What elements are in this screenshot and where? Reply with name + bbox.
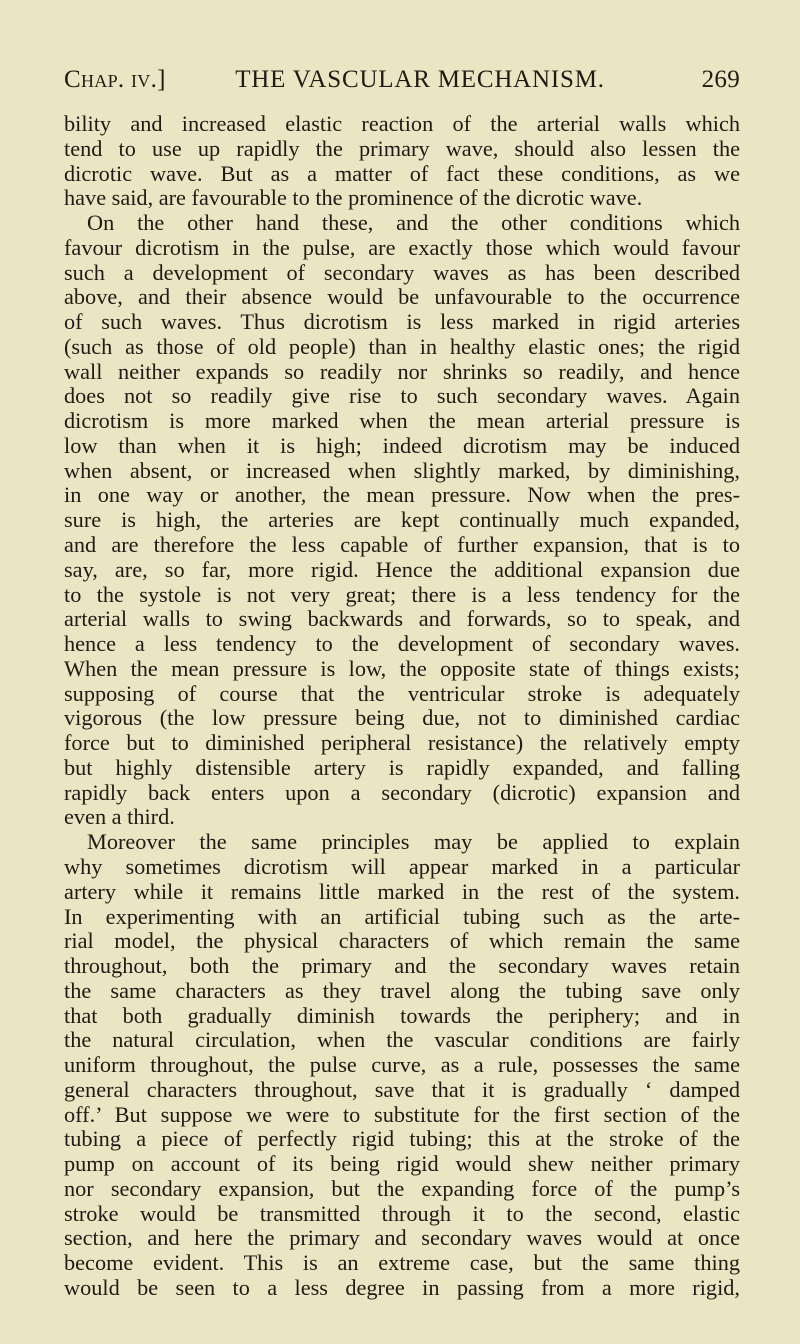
text-line: dicrotic wave. But as a matter of fact these conditions, as we bbox=[64, 161, 740, 186]
text-line: dicrotism is more marked when the mean arterial pressure is bbox=[64, 409, 740, 434]
text-line: the natural circulation, when the vascular conditions are fairly bbox=[64, 1028, 740, 1053]
text-line: that both gradually diminish towards the periphery; and in bbox=[64, 1003, 740, 1028]
text-line: In experimenting with an artificial tubing such as the arte- bbox=[64, 904, 740, 929]
text-line: above, and their absence would be unfavourable to the occurrence bbox=[64, 285, 740, 310]
text-line: stroke would be transmitted through it to the second, elastic bbox=[64, 1201, 740, 1226]
text-line: uniform throughout, the pulse curve, as a rule, possesses the same bbox=[64, 1053, 740, 1078]
text-line: nor secondary expansion, but the expanding force of the pump’s bbox=[64, 1176, 740, 1201]
text-line: rapidly back enters upon a secondary (dicrotic) expansion and bbox=[64, 780, 740, 805]
text-line: general characters throughout, save that it is gradually ‘ damped bbox=[64, 1077, 740, 1102]
text-line: when absent, or increased when slightly marked, by diminishing, bbox=[64, 458, 740, 483]
text-line: of such waves. Thus dicrotism is less marked in rigid arteries bbox=[64, 310, 740, 335]
text-line: and are therefore the less capable of further expansion, that is to bbox=[64, 533, 740, 558]
text-line: tubing a piece of perfectly rigid tubing; this at the stroke of the bbox=[64, 1127, 740, 1152]
page-number: 269 bbox=[701, 66, 740, 93]
text-line: to the systole is not very great; there is a less tendency for the bbox=[64, 582, 740, 607]
text-line: favour dicrotism in the pulse, are exactly those which would favour bbox=[64, 235, 740, 260]
text-line: why sometimes dicrotism will appear marked in a particular bbox=[64, 854, 740, 879]
text-line: When the mean pressure is low, the opposite state of things exists; bbox=[64, 656, 740, 681]
text-line: such a development of secondary waves as has been described bbox=[64, 260, 740, 285]
text-line: artery while it remains little marked in the rest of the system. bbox=[64, 879, 740, 904]
text-line: does not so readily give rise to such secondary waves. Again bbox=[64, 384, 740, 409]
text-line: throughout, both the primary and the secondary waves retain bbox=[64, 954, 740, 979]
text-line: hence a less tendency to the development of secondary waves. bbox=[64, 632, 740, 657]
text-line: arterial walls to swing backwards and forwards, so to speak, and bbox=[64, 607, 740, 632]
text-line: (such as those of old people) than in healthy elastic ones; the rigid bbox=[64, 334, 740, 359]
text-line: tend to use up rapidly the primary wave, should also lessen the bbox=[64, 136, 740, 161]
text-line: rial model, the physical characters of which remain the same bbox=[64, 929, 740, 954]
text-line: become evident. This is an extreme case, but the same thing bbox=[64, 1251, 740, 1276]
text-line: sure is high, the arteries are kept continually much expanded, bbox=[64, 508, 740, 533]
running-head bbox=[64, 63, 740, 97]
chapter-label: Chap. iv.] bbox=[64, 66, 166, 93]
text-line: Moreover the same principles may be applied to explain bbox=[87, 830, 740, 855]
text-line: bility and increased elastic reaction of the arterial walls which bbox=[64, 112, 740, 136]
text-line: would be seen to a less degree in passing from a more rigid, bbox=[64, 1275, 740, 1300]
page-title: THE VASCULAR MECHANISM. bbox=[235, 66, 605, 93]
text-line: in one way or another, the mean pressure. Now when the pres- bbox=[64, 483, 740, 508]
text-line: force but to diminished peripheral resistance) the relatively empty bbox=[64, 731, 740, 756]
text-line: On the other hand these, and the other conditions which bbox=[87, 211, 740, 236]
text-line: have said, are favourable to the prominence of the dicrotic wave. bbox=[64, 186, 643, 211]
text-line: say, are, so far, more rigid. Hence the additional expansion due bbox=[64, 557, 740, 582]
text-line: section, and here the primary and secondary waves would at once bbox=[64, 1226, 740, 1251]
text-line: pump on account of its being rigid would shew neither primary bbox=[64, 1152, 740, 1177]
text-line: vigorous (the low pressure being due, not to diminished cardiac bbox=[64, 706, 740, 731]
body-text bbox=[64, 112, 740, 1301]
text-line: wall neither expands so readily nor shrinks so readily, and hence bbox=[64, 359, 740, 384]
text-line: even a third. bbox=[64, 805, 175, 830]
text-line: low than when it is high; indeed dicrotism may be induced bbox=[64, 433, 740, 458]
text-line: supposing of course that the ventricular stroke is adequately bbox=[64, 681, 740, 706]
text-line: but highly distensible artery is rapidly expanded, and falling bbox=[64, 755, 740, 780]
text-line: the same characters as they travel along the tubing save only bbox=[64, 978, 740, 1003]
text-line: off.’ But suppose we were to substitute for the first section of the bbox=[64, 1102, 740, 1127]
